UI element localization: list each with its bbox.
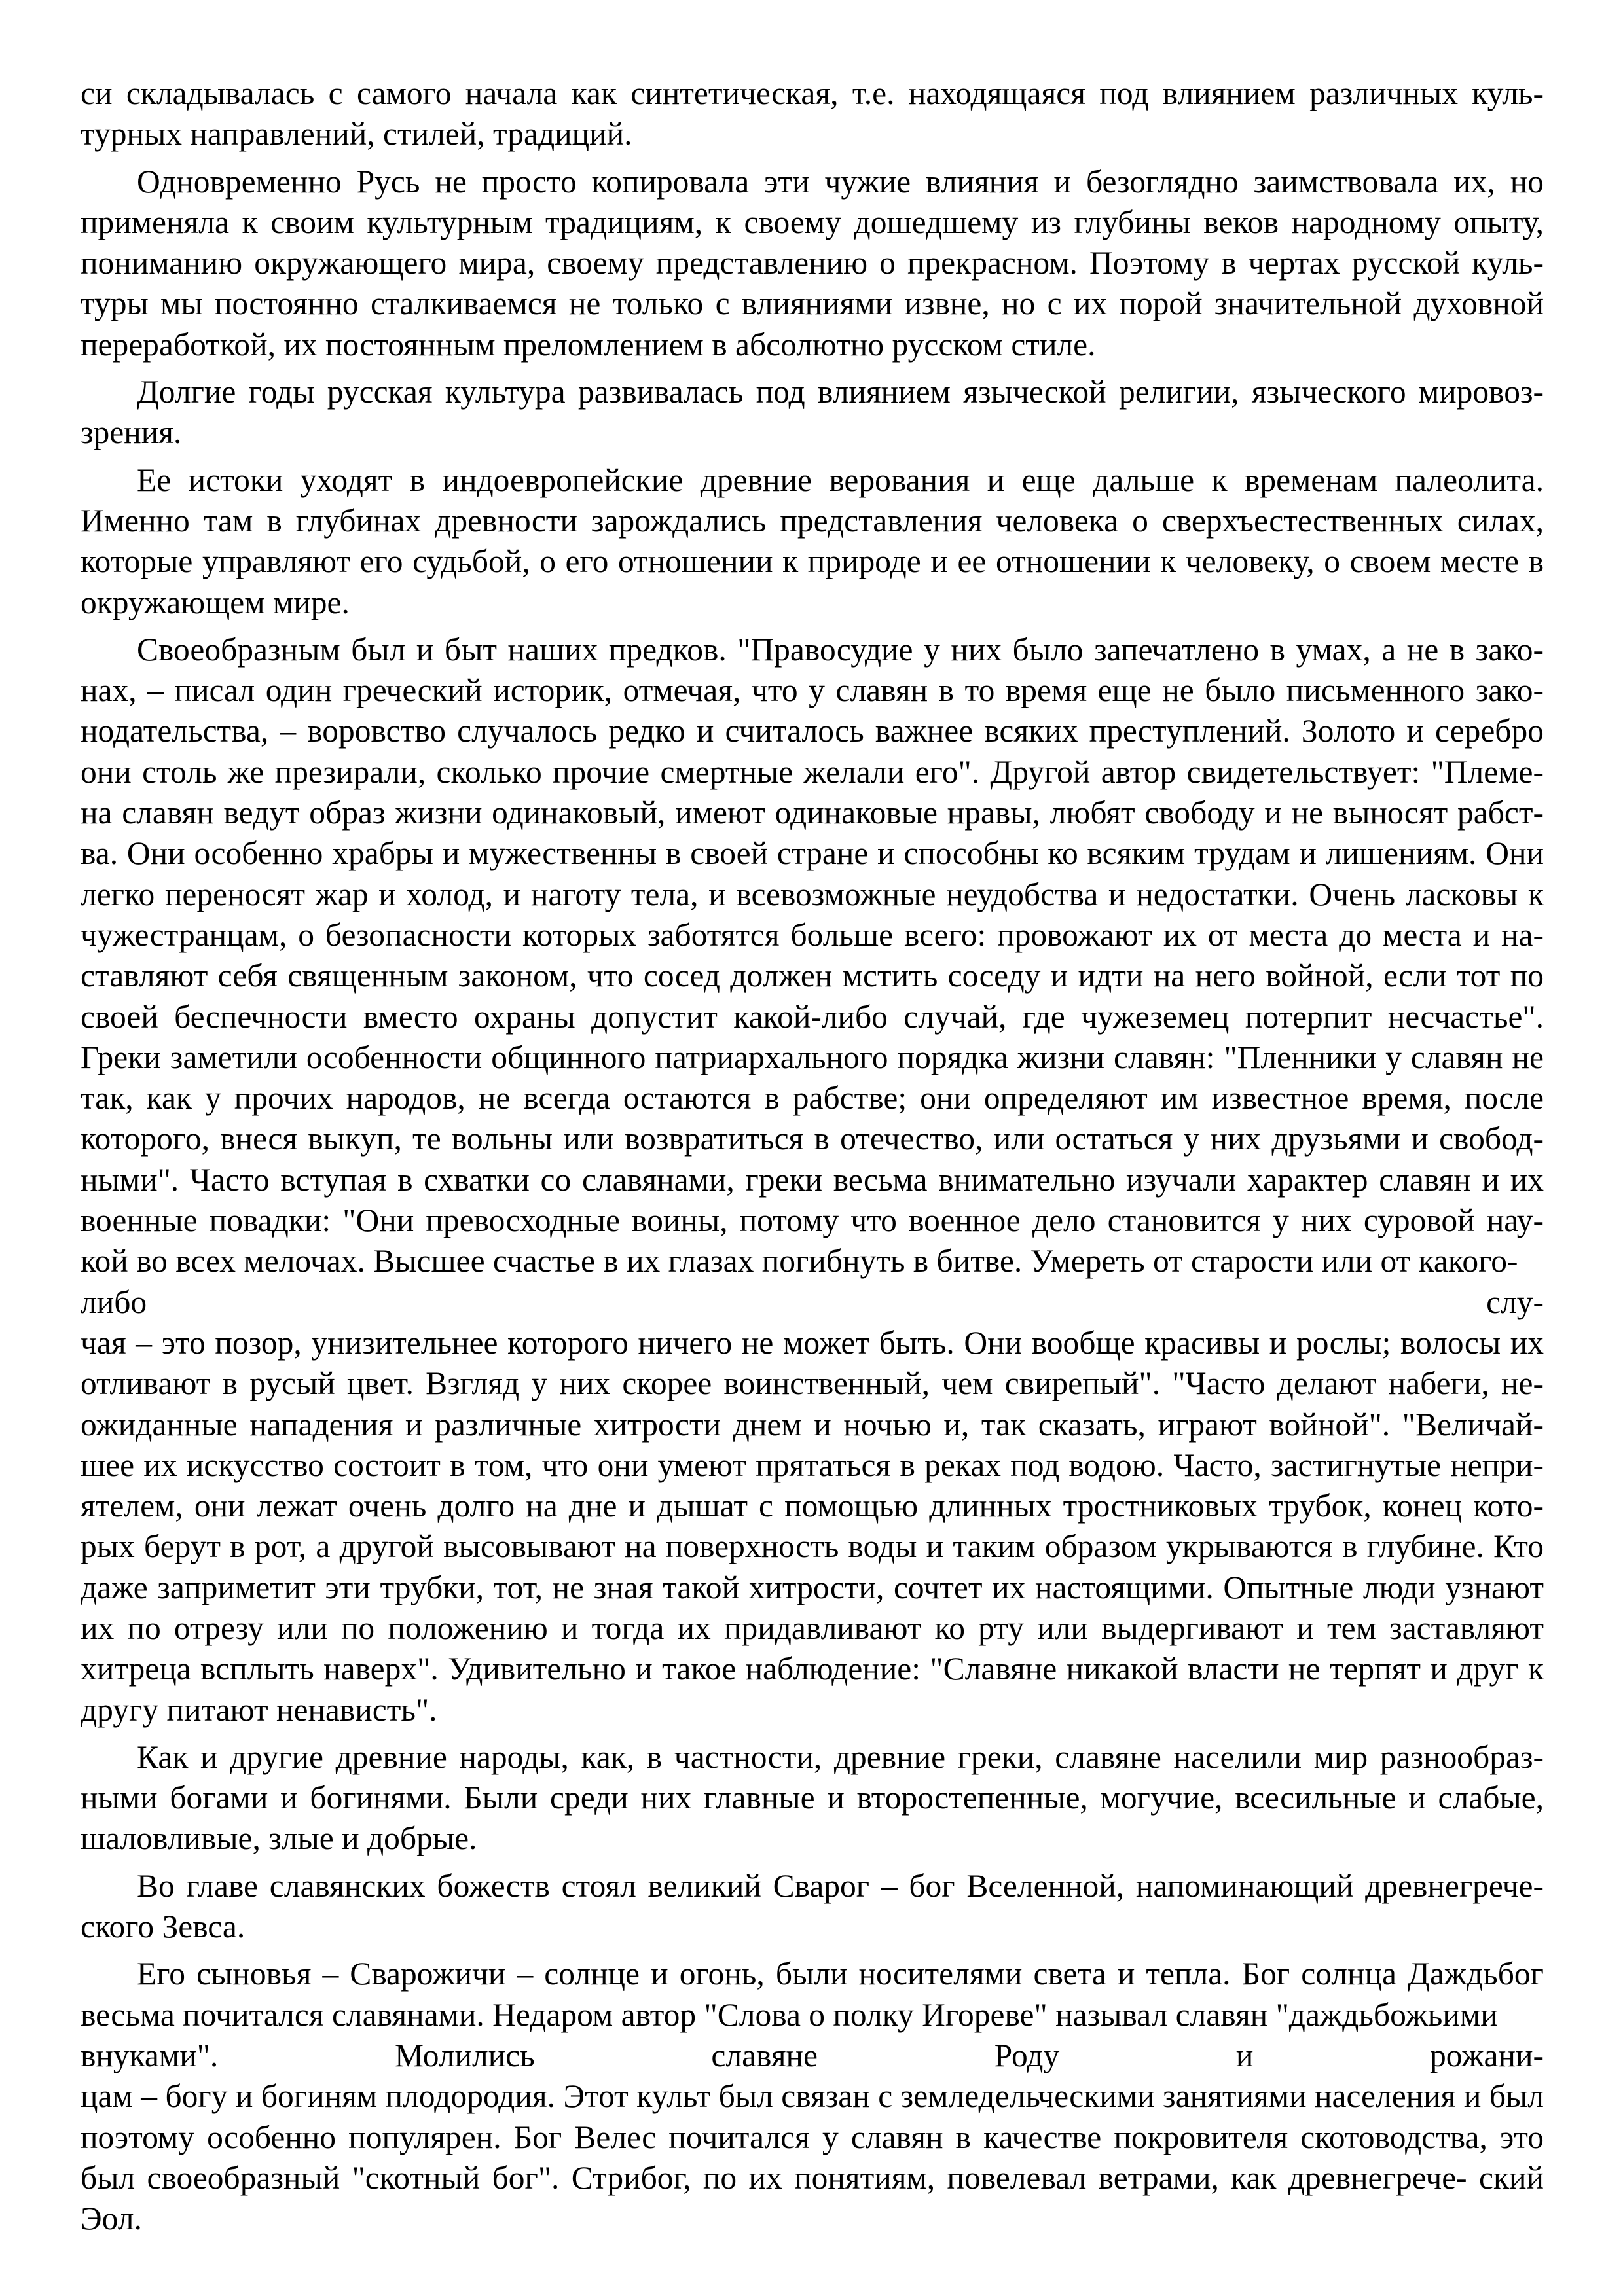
text-line: весьма почитался славянами. Недаром автор "Слова о полку Игореве" называл славян "даждьбожьими (81, 1996, 1498, 2033)
text-line: Ее истоки уходят в индоевропейские древние верования и еще дальше к временам палеолита. (137, 461, 1544, 498)
word: и (1235, 2037, 1254, 2073)
text-line: Долгие годы русская культура развивалась под влиянием языческой религии, языческого мировоз- (137, 374, 1544, 410)
word: Роду (994, 2037, 1060, 2073)
paragraph (81, 162, 1544, 365)
text-line: нодательства, – воровство случалось редко и считалось важнее всяких преступлений. Золото и серебро (81, 713, 1544, 749)
text-line: к другу питают ненависть". (81, 1651, 1544, 1728)
text-line: зрения. (81, 414, 182, 451)
word: слу- (1486, 1283, 1544, 1320)
text-line: Своеобразным был и быт наших предков. "Правосудие у них было запечатлено в умах, а не в зако- (137, 631, 1544, 668)
text-line: чужестранцам, о безопасности которых заботятся больше всего: провожают их от места до места и на- (81, 916, 1544, 953)
word: либо (81, 1283, 147, 1320)
text-line: хитреца всплыть наверх". Удивительно и такое наблюдение: "Славяне никакой власти не терпят и друг (81, 1651, 1519, 1687)
text-line: турных направлений, стилей, традиций. (81, 116, 632, 152)
text-line: военные повадки: "Они превосходные воины, потому что военное дело становится у них суровой нау- (81, 1202, 1544, 1239)
text-line: даже заприметит эти трубки, тот, не зная такой хитрости, сочтет их настоящими. Опытные люди узнают (81, 1569, 1544, 1605)
text-line: рых берут в рот, а другой высовывают на поверхность воды и таким образом укрываются в глубине. Кто (81, 1528, 1544, 1565)
word: славяне (711, 2037, 818, 2073)
paragraph (81, 1954, 1544, 2239)
text-line: это был своеобразный "скотный бог". Стрибог, по их понятиям, повелевал ветрами, как древнегрече- (81, 2119, 1544, 2196)
text-line: цам – богу и богиням плодородия. Этот культ был связан с земледельческими занятиями населения и (81, 2078, 1482, 2115)
text-line: си складывалась с самого начала как синтетическая, т.е. находящаяся под влиянием различных куль- (81, 75, 1544, 111)
paragraph (81, 630, 1544, 1731)
text-line: не так, как у прочих народов, не всегда остаются в рабстве; они определяют им известное время, после (81, 1039, 1544, 1117)
word: Молились (394, 2037, 535, 2073)
text-line: ными богами и богинями. Были среди них главные и второстепенные, могучие, всесильные и слабые, (81, 1780, 1544, 1816)
text-line: окружающем мире. (81, 584, 350, 620)
text-line: Во главе славянских божеств стоял великий Сварог – бог Вселенной, напоминающий древнегрече- (137, 1867, 1544, 1904)
text-line: ожиданные нападения и различные хитрости днем и ночью и, так сказать, играют войной". "Величай- (81, 1406, 1544, 1443)
word: рожани- (1430, 2037, 1544, 2073)
text-line: на славян ведут образ жизни одинаковый, имеют одинаковые нравы, любят свободу и не выносят рабст- (81, 795, 1544, 831)
text-line: Его сыновья – Сварожичи – солнце и огонь, были носителями света и тепла. Бог солнца Даждьбог (137, 1956, 1544, 1992)
text-line: своей беспечности вместо охраны допустит какой-либо случай, где чужеземец потерпит несчастье". (81, 998, 1544, 1035)
document-page (81, 73, 1544, 2246)
justified-line (81, 1282, 1544, 1323)
text-line: легко переносят жар и холод, и наготу тела, и всевозможные неудобства и недостатки. Очень ласковы к (81, 876, 1544, 912)
text-line: ский Эол. (81, 2159, 1544, 2237)
text-line: ского Зевса. (81, 1909, 246, 1945)
text-line: ными". Часто вступая в схватки со славянами, греки весьма внимательно изучали характер славян и их (81, 1161, 1544, 1198)
text-line: отливают в русый цвет. Взгляд у них скорее воинственный, чем свирепый". "Часто делают набеги, не- (81, 1365, 1544, 1402)
text-line: которого, внеся выкуп, те вольны или возвратиться в отечество, или остаться у них друзьями и свобод- (81, 1121, 1544, 1157)
paragraph (81, 460, 1544, 623)
text-line: чая – это позор, унизительнее которого ничего не может быть. Они вообще красивы и рослы; волосы их (81, 1324, 1544, 1361)
text-line: пониманию окружающего мира, своему представлению о прекрасном. Поэтому в чертах русской куль- (81, 245, 1544, 281)
paragraph (81, 1737, 1544, 1859)
paragraph (81, 1866, 1544, 1948)
text-line: ставляют себя священным законом, что сосед должен мстить соседу и идти на него войной, если тот по (81, 958, 1544, 994)
text-line: они столь же презирали, сколько прочие смертные желали его". Другой автор свидетельствует: "Племе- (81, 753, 1544, 790)
text-line: которые управляют его судьбой, о его отношении к природе и ее отношении к человеку, о своем месте в (81, 543, 1544, 580)
text-line: Как и другие древние народы, как, в частности, древние греки, славяне населили мир разнообраз- (137, 1738, 1544, 1775)
text-line: был поэтому особенно популярен. Бог Велес почитался у славян в качестве покровителя скотоводства, (81, 2078, 1544, 2155)
text-line: нах, – писал один греческий историк, отмечая, что у славян в то время еще не было письменного зако- (81, 672, 1544, 709)
text-line: переработкой, их постоянным преломлением в абсолютно русском стиле. (81, 326, 1096, 363)
text-line: ятелем, они лежат очень долго на дне и дышат с помощью длинных тростниковых трубок, конец кото- (81, 1488, 1544, 1524)
word: внуками". (81, 2037, 219, 2073)
justified-line (81, 2036, 1544, 2076)
paragraph (81, 372, 1544, 454)
text-line: шее их искусство состоит в том, что они умеют прятаться в реках под водою. Часто, застигнутые непри- (81, 1446, 1544, 1483)
text-line: Греки заметили особенности общинного патриархального порядка жизни славян: "Пленники у славян (81, 1039, 1503, 1075)
text-line: ва. Они особенно храбры и мужественны в своей стране и способны ко всяким трудам и лишениям. Они (81, 835, 1544, 872)
text-line: их по отрезу или по положению и тогда их придавливают ко рту или выдергивают и тем заставляют (81, 1609, 1544, 1646)
text-line: применяла к своим культурным традициям, к своему дошедшему из глубины веков народному опыту, (81, 204, 1544, 240)
text-line: кой во всех мелочах. Высшее счастье в их глазах погибнуть в битве. Умереть от старости или от какого- (81, 1243, 1518, 1280)
text-line: туры мы постоянно сталкиваемся не только с влияниями извне, но с их порой значительной духовной (81, 285, 1544, 322)
text-line: Одновременно Русь не просто копировала эти чужие влияния и безоглядно заимствовала их, но (137, 163, 1544, 200)
paragraph (81, 73, 1544, 155)
text-line: Именно там в глубинах древности зарождались представления человека о сверхъестественных силах, (81, 502, 1544, 539)
text-line: шаловливые, злые и добрые. (81, 1820, 477, 1857)
